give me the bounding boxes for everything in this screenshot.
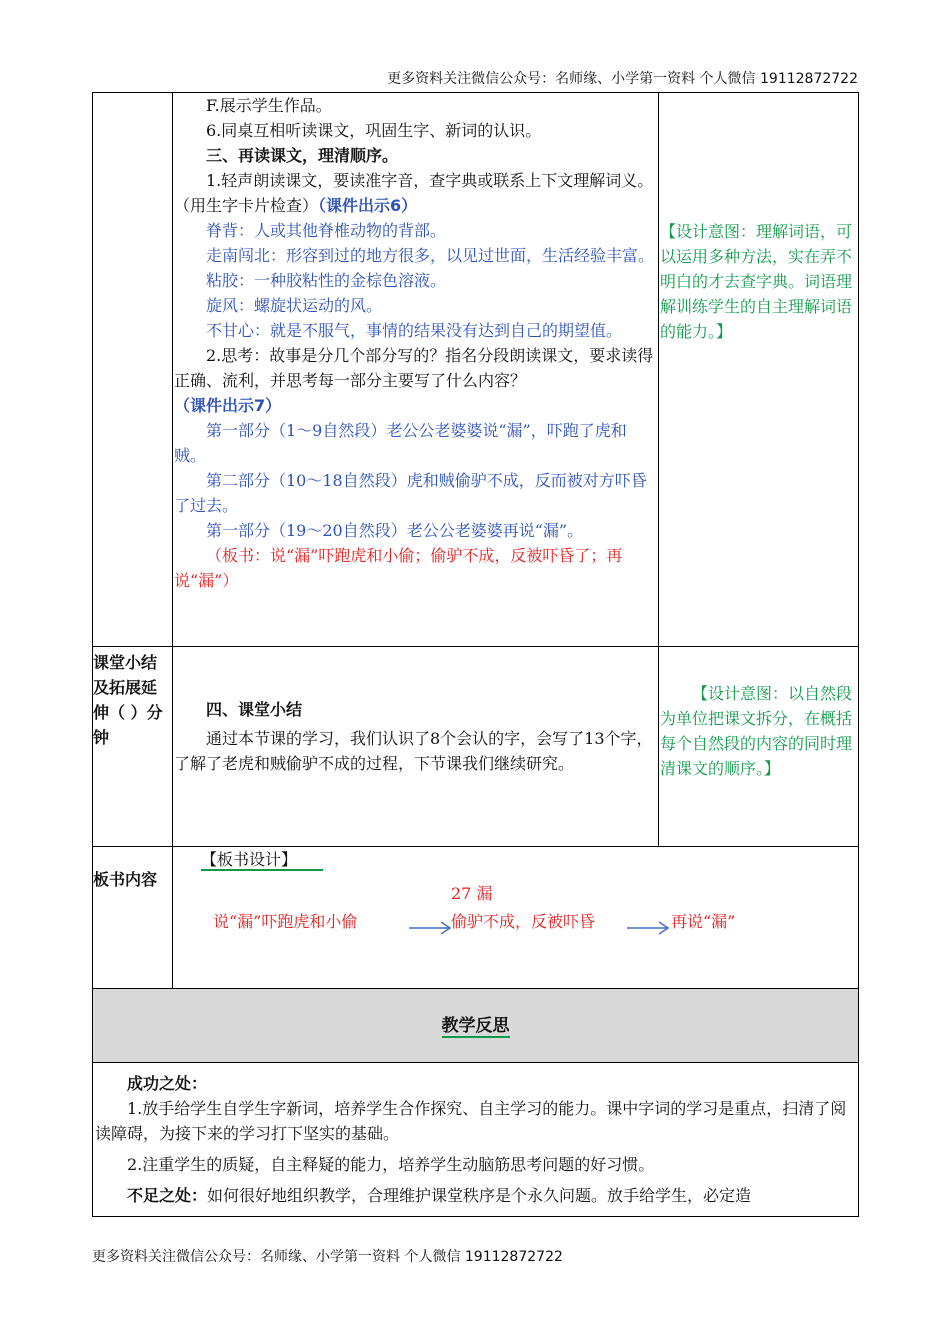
design-note-1: 【设计意图：理解词语，可以运用多种方法，实在弄不明白的才去查字典。词语理解训练学生的自主理解词语的能力。】 [660, 222, 853, 341]
board-note: （板书：说“漏”吓跑虎和小偷；偷驴不成，反被吓昏了；再说“漏”） [174, 546, 623, 590]
lack-line: 不足之处：如何很好地组织教学，合理维护课堂秩序是个永久问题。放手给学生，必定造 [127, 1186, 752, 1205]
row-board [93, 847, 859, 989]
reflection-title-cell [93, 989, 859, 1063]
word-zhanjiao: 粘胶：一种胶粘性的金棕色溶液。 [206, 271, 447, 290]
reflection-cell [93, 1063, 859, 1217]
section-three-heading: 三、再读课文，理清顺序。 [206, 146, 399, 165]
page-footer: 更多资料关注微信公众号：名师缘、小学第一资料 个人微信 19112872722 [92, 1249, 563, 1265]
word-zounan: 走南闯北：形容到过的地方很多，以见过世面，生活经验丰富。 [206, 246, 655, 265]
lesson-table [92, 92, 859, 1217]
word-xuanfeng: 旋风：螺旋状运动的风。 [206, 296, 383, 315]
row-reflection [93, 1063, 859, 1217]
part-3: 第一部分（19～20自然段）老公公老婆婆再说“漏”。 [206, 521, 584, 540]
board-step-2: 偷驴不成，反被吓昏 [451, 912, 596, 931]
success-label: 成功之处： [127, 1074, 208, 1093]
reflection-title: 教学反思 [441, 1015, 510, 1036]
line-f: F.展示学生作品。 [206, 96, 332, 115]
board-step-3: 再说“漏” [671, 912, 736, 931]
row-reading [93, 93, 859, 647]
arrow-icon [409, 921, 453, 935]
step-2: 2.思考：故事是分几个部分写的？指名分段朗读课文，要求读得正确、流利，并思考每一部分主要写了什么内容？ [174, 346, 654, 390]
summary-label: 课堂小结及拓展延伸（ ）分钟 [93, 647, 173, 847]
row-reflection-title [93, 989, 859, 1063]
design-note-2: 【设计意图：以自然段为单位把课文拆分，在概括每个自然段的内容的同时理清课文的顺序。】 [660, 684, 853, 778]
part-2: 第二部分（10～18自然段）虎和贼偷驴不成，反而被对方吓昏了过去。 [174, 471, 647, 515]
summary-content-cell [173, 647, 659, 847]
word-buganxin: 不甘心：就是不服气，事情的结果没有达到自己的期望值。 [206, 321, 623, 340]
part-1: 第一部分（1～9自然段）老公公老婆婆说“漏”，吓跑了虎和贼。 [174, 421, 627, 465]
row1-note-cell [659, 93, 859, 647]
lesson-number: 27 漏 [451, 884, 493, 903]
row-summary [93, 647, 859, 847]
board-label: 板书内容 [93, 847, 173, 989]
word-jibei: 脊背：人或其他脊椎动物的背部。 [206, 221, 447, 240]
board-content-cell [173, 847, 859, 989]
summary-note-cell [659, 647, 859, 847]
board-title: 【板书设计】 [201, 847, 323, 872]
summary-heading: 四、课堂小结 [206, 700, 303, 719]
summary-text: 通过本节课的学习，我们认识了8个会认的字，会写了13个字，了解了老虎和贼偷驴不成的过程，下节课我们继续研究。 [174, 729, 653, 773]
success-2: 2.注重学生的质疑，自主释疑的能力，培养学生动脑筋思考问题的好习惯。 [127, 1155, 655, 1174]
row1-content-cell [173, 93, 659, 647]
line-6: 6.同桌互相听读课文，巩固生字、新词的认识。 [206, 121, 542, 140]
row1-label-cell [93, 93, 173, 647]
page-header: 更多资料关注微信公众号：名师缘、小学第一资料 个人微信 19112872722 [387, 71, 858, 87]
arrow-icon [627, 921, 671, 935]
step-1: 1.轻声朗读课文，要读准字音，查字典或联系上下文理解词义。（用生字卡片检查）（课件出示6） [174, 171, 654, 215]
success-1: 1.放手给学生自学生字新词，培养学生合作探究、自主学习的能力。课中字词的学习是重点，扫清了阅读障碍，为接下来的学习打下坚实的基础。 [95, 1099, 847, 1143]
courseware-7: （课件出示7） [174, 396, 282, 415]
board-step-1: 说“漏”吓跑虎和小偷 [213, 912, 358, 931]
